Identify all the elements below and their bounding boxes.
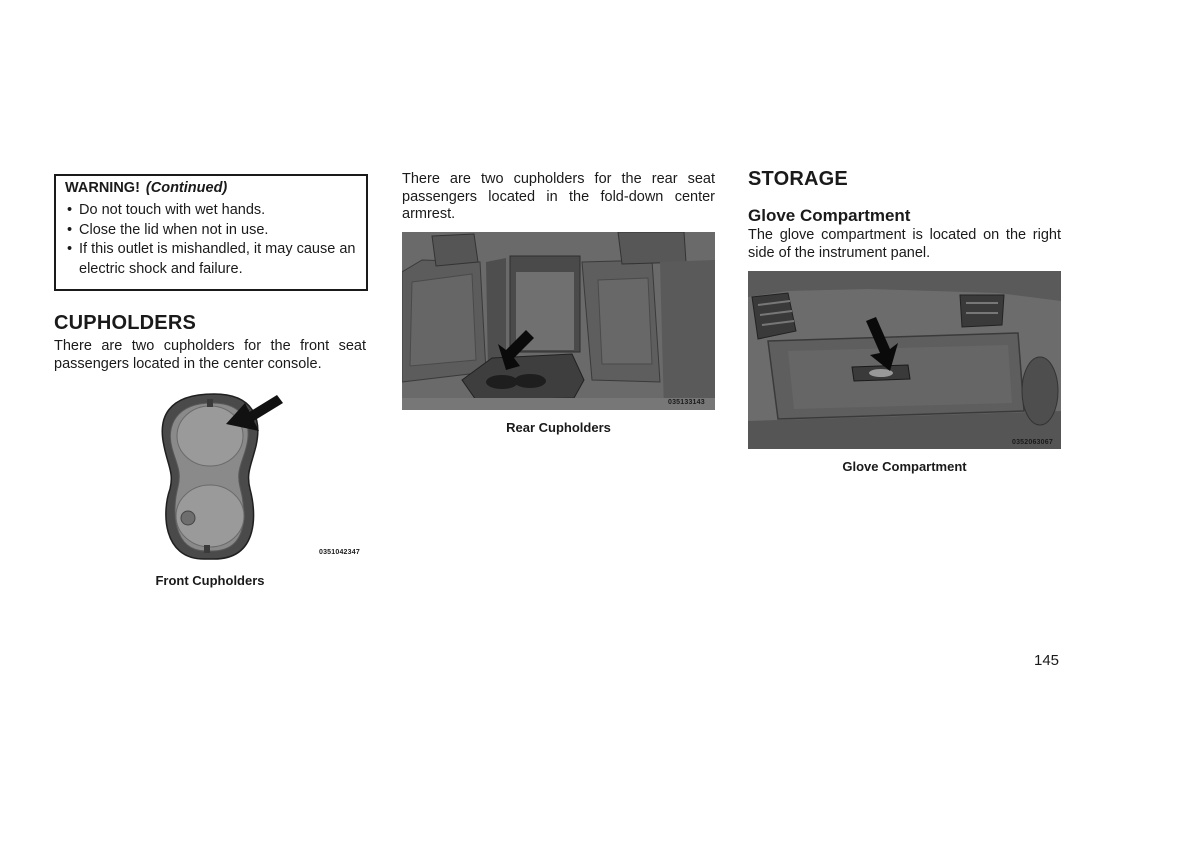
glove-compartment-figure xyxy=(748,271,1061,449)
cupholders-heading: CUPHOLDERS xyxy=(54,312,197,334)
warning-list xyxy=(65,201,358,279)
warning-title xyxy=(65,180,358,196)
bullet-icon: • xyxy=(67,202,73,218)
bullet-icon: • xyxy=(67,241,73,257)
right-column xyxy=(748,168,1061,474)
glove-figure-code: 0352063067 xyxy=(1012,439,1053,446)
bullet-icon: • xyxy=(67,221,73,238)
rear-figure-code: 035133143 xyxy=(668,398,705,406)
glove-compartment-text: The glove compartment is located on the right side of the instrument panel. xyxy=(748,227,1061,261)
front-cupholders-caption: Front Cupholders xyxy=(155,573,265,588)
warning-item: • Close the lid when not in use. xyxy=(65,221,358,241)
front-figure-code: 0351042347 xyxy=(319,549,360,556)
middle-column xyxy=(402,171,715,435)
rear-cupholders-text: There are two cupholders for the rear seat passengers located in the fold-down center armrest. xyxy=(402,171,715,222)
glove-compartment-caption: Glove Compartment xyxy=(842,459,967,474)
warning-item: • If this outlet is mishandled, it may cause an electric shock and failure. xyxy=(67,241,356,277)
left-column xyxy=(54,174,366,588)
rear-cupholders-figure xyxy=(402,232,715,410)
storage-heading: STORAGE xyxy=(748,168,848,190)
page-number: 145 xyxy=(1034,652,1060,669)
front-cupholders-figure xyxy=(54,391,366,563)
rear-cupholders-caption: Rear Cupholders xyxy=(506,419,611,435)
glove-compartment-heading: Glove Compartment xyxy=(748,206,911,225)
warning-box xyxy=(54,174,368,291)
warning-item: • Do not touch with wet hands. xyxy=(65,201,358,221)
front-cupholders-illustration xyxy=(54,391,366,563)
rear-cupholders-illustration xyxy=(402,232,715,410)
warning-continued: (Continued) xyxy=(145,180,228,196)
warning-label: WARNING! xyxy=(65,180,140,196)
glove-compartment-illustration xyxy=(748,271,1061,449)
front-cupholders-text: There are two cupholders for the front seat passengers located in the center console. xyxy=(54,338,366,372)
